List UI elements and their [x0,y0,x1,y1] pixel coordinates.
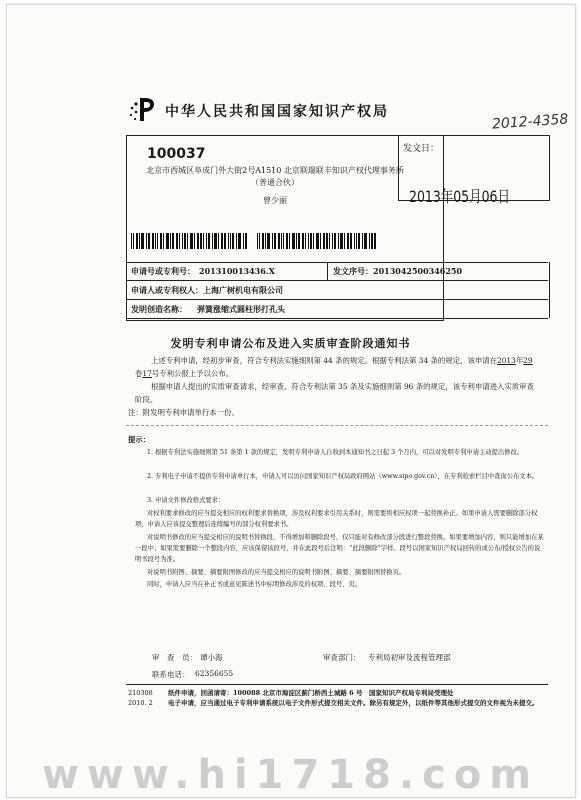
divider [126,280,548,281]
footer-electronic-note: 电子申请，应当通过电子专利申请系统以电子文件形式提交相关文件。除另有规定外，以纸件等其他形式提交的文件视为未提交。 [168,699,539,707]
barcode-bar [354,233,355,249]
handwritten-number: 2012-4358 [491,111,569,133]
barcode-bar [236,233,237,249]
divider [126,425,548,426]
barcode-bar [200,233,202,249]
barcode-bar [212,233,213,249]
notice-paragraph-2: 根据申请人提出的实质审查请求，经审查，符合专利法第 35 条及实施细则第 96 条的规定，该专利申请进入实质审查阶段。 [135,382,534,404]
barcode-bar [230,233,231,249]
barcode-bar [344,233,345,249]
doc-serial-label: 发文序号： [333,266,373,276]
barcode-bar [313,233,314,249]
doc-serial: 2013042500346250 [373,266,463,276]
barcode-bar [208,233,210,249]
barcode-bar [148,233,150,249]
tip-item: 2. 专利电子申请不提供专利申请单行本，申请人可以访问国家知识产权局政府网站（www.sipo.gov.cn），在专利检索栏目中查询公布文本。 [147,473,539,480]
barcode-bar [163,233,164,249]
barcode-bar [139,233,140,249]
barcode-bar [133,233,134,249]
barcode-bar [259,233,260,249]
barcode-bar [358,233,360,249]
barcode-bar [238,233,241,249]
barcode-bar [298,233,300,249]
barcode-bar [274,233,276,249]
form-version: 2010. 2 [128,699,153,707]
phone-number: 62356655 [195,669,234,678]
barcode-right [257,233,378,249]
barcode-bar [369,233,370,249]
barcode-bar [194,233,195,249]
barcode-bar [308,233,309,249]
barcode-bar [184,233,186,249]
cnipa-logo-icon [127,94,157,124]
footer-mail-note: 纸件申请，回函请寄：100088 北京市海淀区蓟门桥西土城路 6 号 国家知识产权局专利局受理处 [168,689,454,697]
invention-label: 发明创造名称： [131,304,187,314]
examiner-label: 审 查 员： [152,653,197,662]
barcode-bar [347,233,349,249]
barcode-bar [316,233,319,249]
barcode-bar [218,233,219,249]
applicant: 上海广树机电有限公司 [203,285,283,295]
barcode-bar [157,233,158,249]
barcode-bar [197,233,199,249]
barcode-bar [329,233,330,249]
barcode-bar [281,233,282,249]
barcode-bar [179,233,180,249]
applicant-label: 申请人或专利权人： [131,285,203,295]
office-title: 中华人民共和国国家知识产权局 [165,104,389,120]
dept-name: 专利局初审及流程管理部 [368,653,451,662]
send-date-label: 发文日： [403,144,440,154]
barcode-bar [310,233,312,249]
tip-item: 对说明书修改的应当提交相应的说明书替换段，不得增加和删除段号，仅只能对有修改部分段进行整段替换。如果要增加内容，则只能增加在某一段中；如果需要删除一个整段内容，应该保留该段号，并在此段号后注明：“此段删除”字样。段号以国家知识产权局回传的或公布/授权公告的说明书段号为准。 [135,534,544,563]
barcode-bar [338,233,339,249]
barcode-bar [136,233,138,249]
application-no-label: 申请号或专利号： [131,266,195,276]
barcode-bar [187,233,188,249]
barcode-bar [146,233,147,249]
barcode-bar [334,233,336,249]
examiner-name: 谭小海 [200,653,223,662]
barcode-bar [245,233,247,249]
barcode-bar [232,233,234,249]
barcode-bar [257,233,258,249]
barcode-bar [155,233,156,249]
barcode-bar [289,233,290,249]
barcode-bar [221,233,223,249]
barcode-bar [296,233,297,249]
barcode-bar [243,233,244,249]
barcode-bar [323,233,325,249]
invention-name: 弹簧涨缩式圆柱形打孔头 [197,304,285,314]
barcode-bar [176,233,178,249]
tip-item: 1. 根据专利法实施细则第 51 条第 1 款的规定，发明专利申请人自收到本通知书之日起 3 个月内，可以对发明专利申请主动提出修改。 [147,449,524,456]
barcode-bar [160,233,162,249]
notice-title: 发明专利申请公布及进入实质审查阶段通知书 [170,337,411,350]
form-code: 210308 [128,689,153,697]
tip-item: 同时，申请人应当在补正书或意见陈述书中标明修改涉及的权项、段号、页。 [147,581,362,588]
barcode-bar [350,233,352,249]
barcode-bar [170,233,171,249]
barcode-bar [190,233,193,249]
barcode-bar [182,233,183,249]
barcode-bar [320,233,321,249]
barcode-bar [152,233,154,249]
barcode-bar [364,233,367,249]
dept-label: 审查部门： [323,653,361,662]
barcode-bar [292,233,295,249]
tip-item: 3. 申请文件修改格式要求： [147,497,225,504]
application-no: 201310013436.X [199,266,275,276]
barcode-bar [224,233,226,249]
recipient-person: 曾少丽 [263,196,287,205]
tip-item: 对权利要求修改的应当提交相应的权利要求替换项，涉及权利要求引用关系时，则需要将相应权项一起替换补正。如果申请人需要删除部分权项，申请人应该提交整理后连续编号的部分权利要求书。 [135,510,538,528]
barcode-bar [131,233,132,249]
divider [126,318,548,319]
barcode-bar [326,233,328,249]
phone-label: 联系电话： [152,670,190,679]
barcode-bar [206,233,207,249]
divider [327,262,328,280]
barcode-bar [340,233,343,249]
barcode-bar [166,233,169,249]
divider [126,299,548,300]
barcode-bar [278,233,280,249]
barcode-bar [362,233,363,249]
barcode-bar [141,233,144,249]
barcode-bar [356,233,357,249]
barcode-bar [302,233,304,249]
send-date-value: 2013年05月06日 [409,187,510,206]
barcode-bar [267,233,270,249]
barcode-bar [214,233,217,249]
recipient-address: 北京市西城区阜成门外大街2号A1510 北京联瑞联丰知识产权代理事务所（普通合伙） [146,166,404,187]
barcode-bar [203,233,204,249]
barcode-bar [272,233,273,249]
barcode-bar [332,233,333,249]
postal-code: 100037 [147,146,206,162]
barcode-bar [286,233,288,249]
notice-paragraph-1: 上述专利申请，经初步审查，符合专利法实施细则第 44 条的规定。根据专利法第 34 条的规定，该申请在2013年29卷17号专利公报上予以公布。 [135,356,533,378]
barcode-bar [283,233,284,249]
barcode-bar [305,233,306,249]
notice-note: 注：附发明专利申请单行本一份。 [128,408,239,417]
barcode-bar [228,233,229,249]
barcode-bar [172,233,174,249]
barcode-bar [262,233,264,249]
watermark: www.hi1718.com [41,752,540,798]
barcode-bar [265,233,266,249]
barcode-bar [374,233,376,249]
tips-title: 提示： [128,435,151,444]
barcode-bar [371,233,373,249]
tip-item: 对说明书附图、摘要、摘要附图修改的应当提交相应的说明书附图、摘要、摘要附图替换页。 [147,569,406,576]
footer-divider [126,684,548,685]
barcode-left [131,233,248,249]
